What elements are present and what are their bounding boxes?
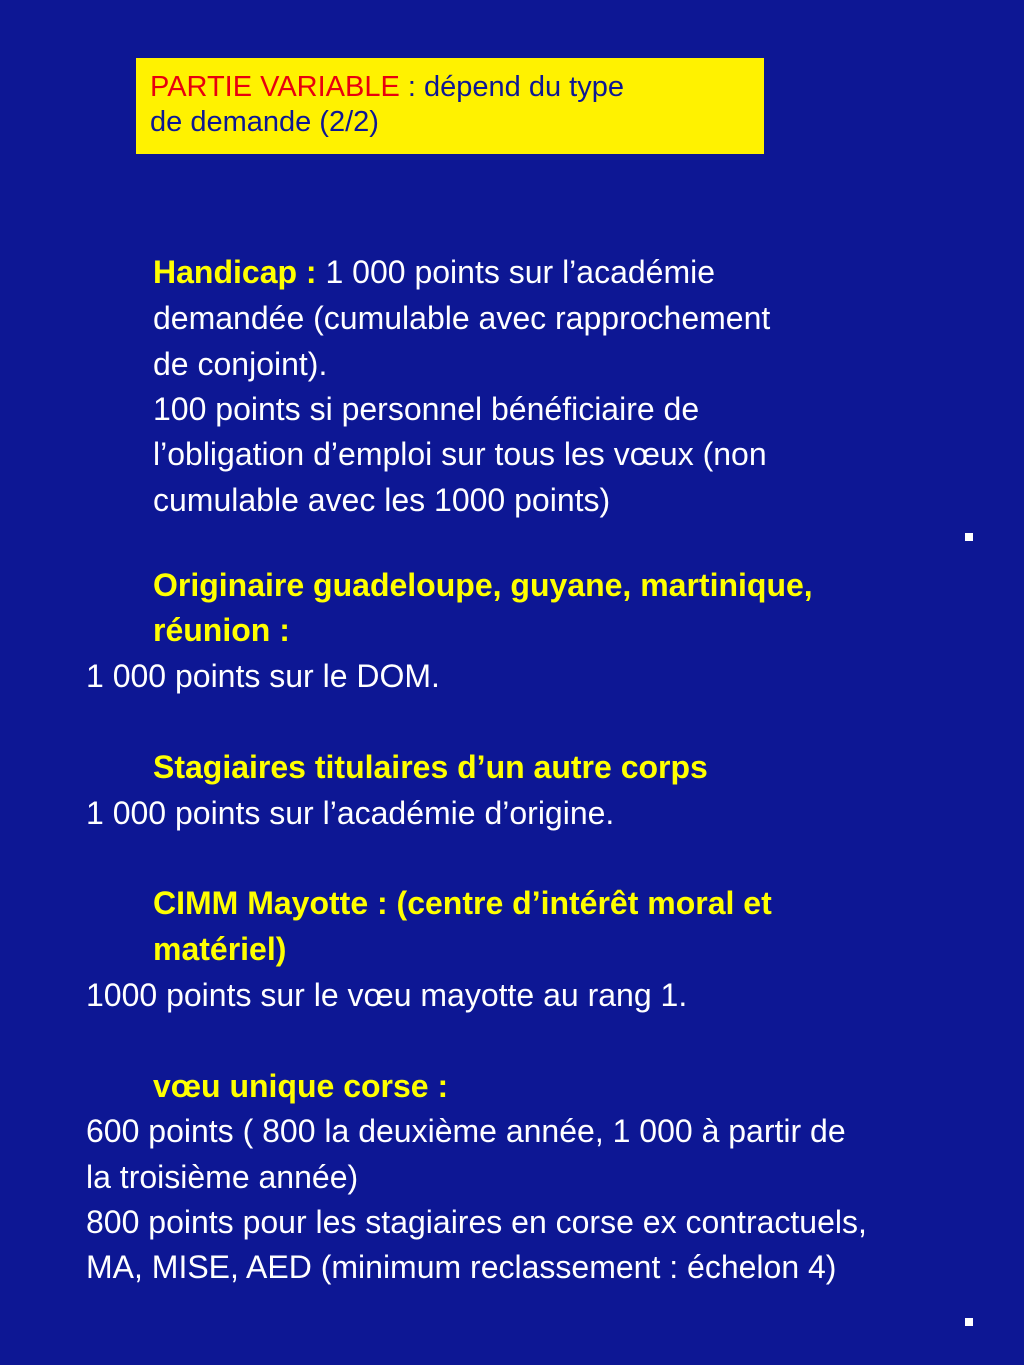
corse-line-3: 800 points pour les stagiaires en corse ex contractuels, [86,1204,867,1240]
title-rest: : dépend du type [399,71,624,103]
title-box [136,58,764,154]
cimm-heading-2: matériel) [153,931,287,967]
stagiaires-heading: Stagiaires titulaires d’un autre corps [153,749,708,785]
stagiaires-text: 1 000 points sur l’académie d’origine. [86,795,615,831]
handicap-text-1: 1 000 points sur l’académie [325,254,716,290]
handicap-line-3: de conjoint). [153,346,328,382]
handicap-line-1 [153,250,715,295]
handicap-line-6: cumulable avec les 1000 points) [153,482,611,518]
title-highlight: PARTIE VARIABLE [150,71,400,103]
corse-line-2: la troisième année) [86,1159,359,1195]
cimm-heading-1: CIMM Mayotte : (centre d’intérêt moral et [153,885,772,921]
handicap-line-5: l’obligation d’emploi sur tous les vœux (non [153,436,767,472]
handicap-heading: Handicap : [153,254,326,290]
handicap-line-4: 100 points si personnel bénéficiaire de [153,391,700,427]
bullet-icon [965,1318,973,1326]
title-line2: de demande (2/2) [150,105,379,138]
bullet-icon [965,533,973,541]
originaire-heading-1: Originaire guadeloupe, guyane, martinique, [153,567,813,603]
originaire-heading-2: réunion : [153,612,290,648]
corse-line-1: 600 points ( 800 la deuxième année, 1 000 à partir de [86,1113,846,1149]
cimm-text: 1000 points sur le vœu mayotte au rang 1. [86,977,688,1013]
originaire-text: 1 000 points sur le DOM. [86,658,440,694]
handicap-line-2: demandée (cumulable avec rapprochement [153,300,771,336]
corse-line-4: MA, MISE, AED (minimum reclassement : échelon 4) [86,1249,837,1285]
corse-heading: vœu unique corse : [153,1068,449,1104]
